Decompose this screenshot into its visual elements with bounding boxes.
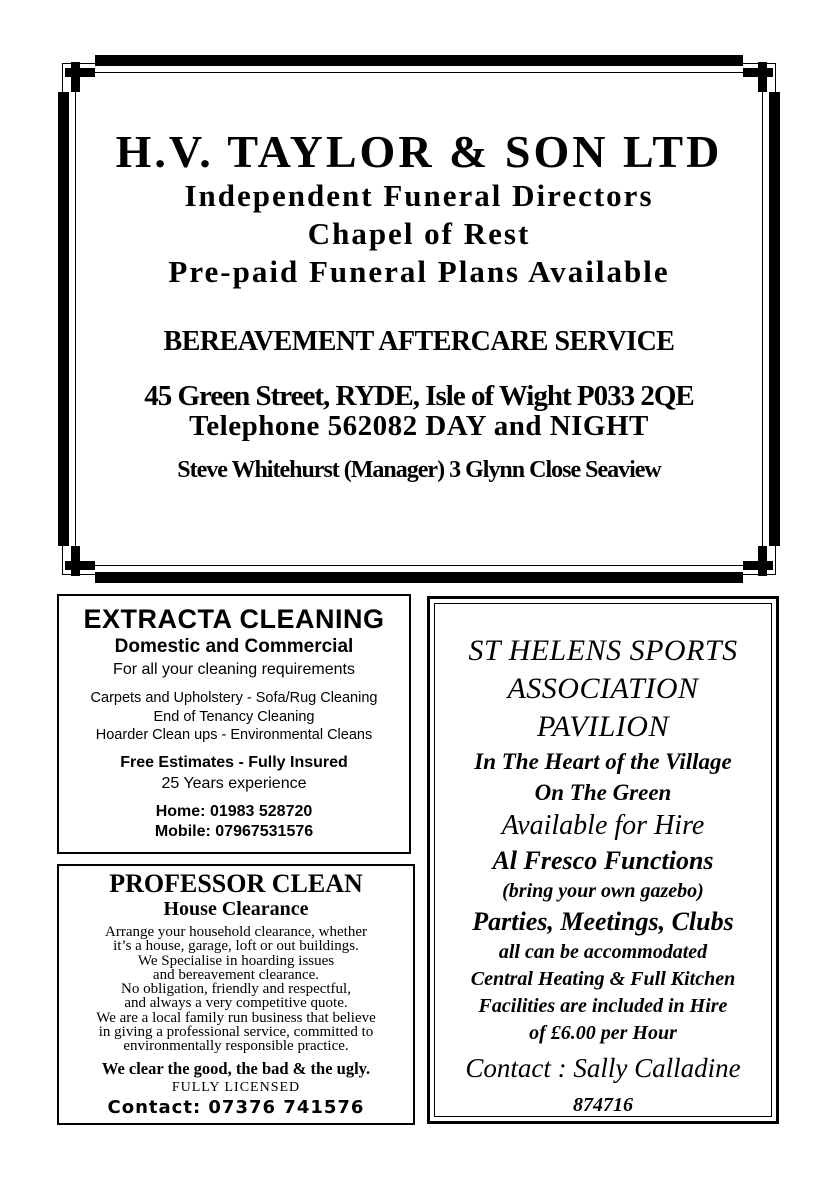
professor-body (59, 925, 413, 1054)
facilities-included: Facilities are included in Hire (478, 995, 728, 1017)
body-line: and bereavement clearance. (152, 966, 320, 983)
heart-of-village: In The Heart of the Village (474, 749, 732, 774)
professor-contact: Contact: 07376 741576 (107, 1096, 365, 1118)
body-line: We are a local family run business that believe (96, 1009, 376, 1026)
company-name: H.V. TAYLOR & SON LTD (115, 126, 723, 177)
st-helens-pavilion-advert (427, 596, 779, 1124)
heating-kitchen: Central Heating & Full Kitchen (470, 968, 736, 990)
extracta-home-phone: Home: 01983 528720 (155, 802, 313, 820)
address: 45 Green Street, RYDE, Isle of Wight P033 2QE (144, 380, 694, 412)
body-line: and always a very competitive quote. (124, 995, 348, 1012)
title-line: ST HELENS SPORTS (468, 634, 738, 667)
title-line: PAVILION (537, 710, 669, 743)
service-line-2: Chapel of Rest (307, 216, 531, 251)
professor-subtitle: House Clearance (163, 898, 309, 920)
body-line: No obligation, friendly and respectful, (121, 981, 351, 998)
title-line: ASSOCIATION (507, 672, 699, 705)
body-line: in giving a professional service, committed to (98, 1024, 374, 1041)
service-line-3: Pre-paid Funeral Plans Available (168, 254, 670, 289)
st-helens-inner-frame (434, 603, 772, 1117)
professor-clean-advert (57, 864, 415, 1125)
manager-line: Steve Whitehurst (Manager) 3 Glynn Close Seaview (177, 457, 661, 483)
professor-tagline: We clear the good, the bad & the ugly. (101, 1058, 371, 1078)
telephone: Telephone 562082 DAY and NIGHT (189, 410, 649, 442)
al-fresco: Al Fresco Functions (492, 846, 714, 875)
extracta-contacts (59, 802, 409, 842)
body-line: it’s a house, garage, loft or out buildings. (113, 938, 359, 955)
funeral-directors-content (78, 127, 760, 485)
extracta-subtitle: Domestic and Commercial (114, 636, 354, 657)
pavilion-title (435, 632, 771, 746)
extracta-experience: 25 Years experience (161, 774, 307, 792)
body-line: environmentally responsible practice. (123, 1038, 349, 1055)
body-line: We Specialise in hoarding issues (137, 952, 335, 969)
professor-title: PROFESSOR CLEAN (109, 869, 363, 898)
aftercare-heading: BEREAVEMENT AFTERCARE SERVICE (163, 326, 675, 357)
professor-licensed: FULLY LICENSED (171, 1079, 301, 1095)
pavilion-contact: Contact : Sally Calladine (465, 1053, 741, 1083)
gazebo-note: (bring your own gazebo) (502, 880, 704, 902)
service-line-1: Independent Funeral Directors (184, 178, 654, 213)
hire-price: of £6.00 per Hour (529, 1022, 677, 1044)
accommodated: all can be accommodated (498, 941, 708, 963)
extracta-estimates: Free Estimates - Fully Insured (120, 753, 348, 771)
on-the-green: On The Green (534, 780, 672, 805)
service-item: End of Tenancy Cleaning (153, 708, 315, 725)
extracta-requirements: For all your cleaning requirements (113, 661, 355, 678)
service-item: Hoarder Clean ups - Environmental Cleans (95, 727, 373, 743)
available-for-hire: Available for Hire (501, 810, 705, 841)
extracta-mobile-phone: Mobile: 07967531576 (154, 822, 314, 840)
service-item: Carpets and Upholstery - Sofa/Rug Cleaning (90, 690, 378, 706)
funeral-directors-advert (58, 55, 780, 583)
extracta-title: EXTRACTA CLEANING (83, 604, 385, 634)
extracta-services (59, 689, 409, 745)
extracta-cleaning-advert (57, 594, 411, 854)
pavilion-phone: 874716 (573, 1094, 633, 1116)
parties-meetings-clubs: Parties, Meetings, Clubs (472, 907, 734, 936)
body-line: Arrange your household clearance, whether (105, 924, 367, 940)
